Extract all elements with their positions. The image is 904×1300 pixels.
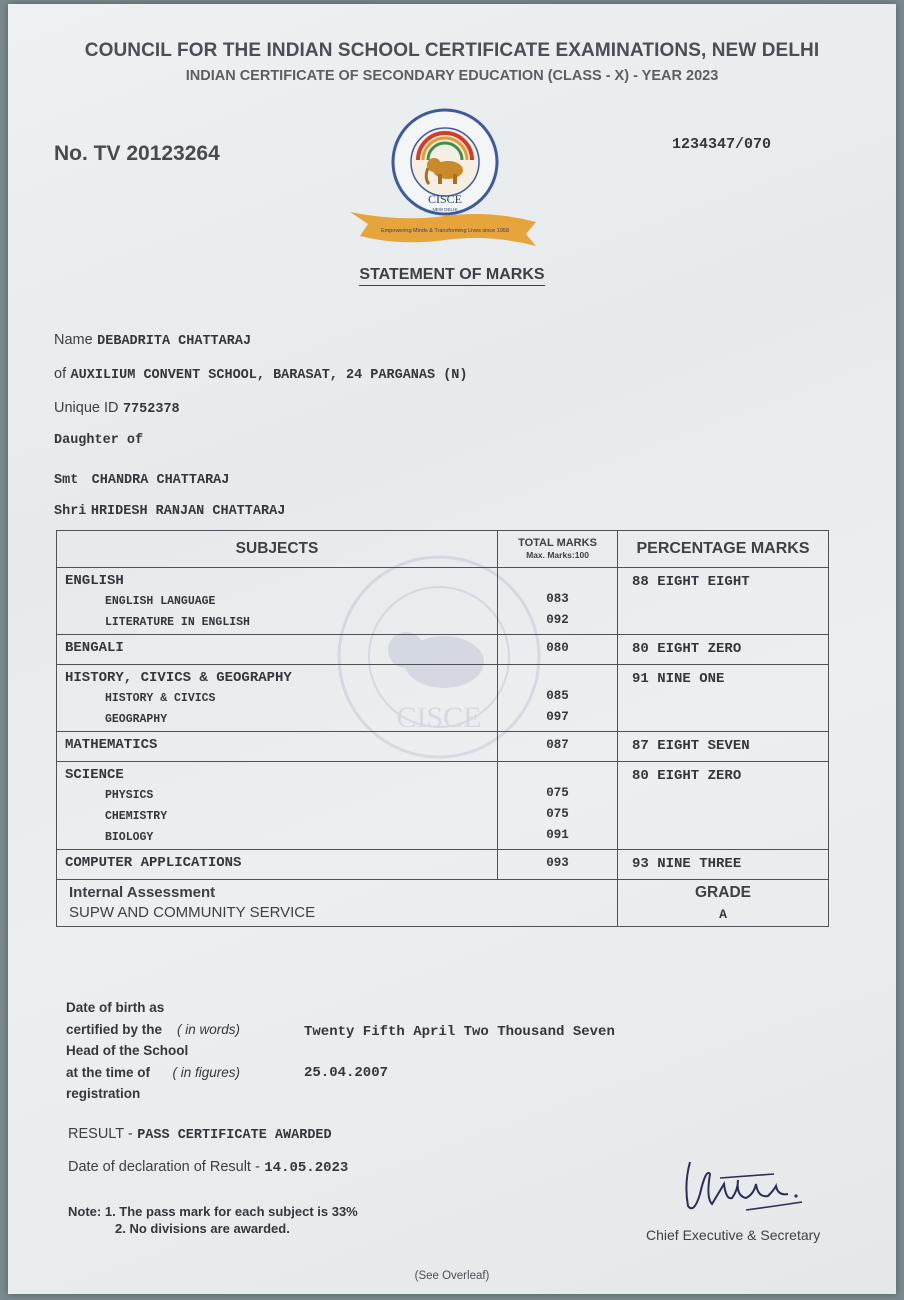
percentage-header: PERCENTAGE MARKS bbox=[618, 531, 829, 568]
subject-name: COMPUTER APPLICATIONS bbox=[65, 855, 242, 871]
svg-text:NEW DELHI: NEW DELHI bbox=[432, 207, 458, 212]
subject-part-name: LITERATURE IN ENGLISH bbox=[105, 616, 250, 629]
marks-cell bbox=[498, 732, 618, 762]
mother-name: CHANDRA CHATTARAJ bbox=[91, 473, 230, 488]
subject-row bbox=[57, 635, 829, 665]
marks-table bbox=[56, 530, 829, 927]
max-marks-note: Max. Marks:100 bbox=[526, 550, 589, 560]
subject-row bbox=[57, 665, 829, 732]
subject-part-name: ENGLISH LANGUAGE bbox=[105, 595, 216, 608]
school-row bbox=[54, 365, 468, 383]
marks-cell bbox=[498, 850, 618, 880]
marks-spacer bbox=[498, 762, 617, 783]
father-row bbox=[54, 501, 285, 519]
subject-cell bbox=[57, 850, 498, 880]
note-line-2: 2. No divisions are awarded. bbox=[115, 1221, 290, 1236]
grade-value: A bbox=[719, 907, 727, 922]
father-title: Shri bbox=[54, 504, 87, 519]
subject-part-marks: 075 bbox=[546, 807, 569, 821]
in-words-label: ( in words) bbox=[177, 1021, 241, 1037]
percentage-cell: 80 EIGHT ZERO bbox=[618, 762, 829, 850]
subject-part-marks: 075 bbox=[546, 786, 569, 800]
subjects-header: SUBJECTS bbox=[57, 531, 498, 568]
father-name: HRIDESH RANJAN CHATTARAJ bbox=[90, 504, 286, 519]
marks-table-header bbox=[57, 531, 829, 568]
declaration-row bbox=[68, 1158, 348, 1176]
signatory-title: Chief Executive & Secretary bbox=[646, 1227, 821, 1243]
subject-cell bbox=[57, 665, 498, 732]
signature-image bbox=[676, 1154, 816, 1224]
dob-in-figures: 25.04.2007 bbox=[304, 1065, 389, 1081]
dob-label-line4 bbox=[66, 1062, 240, 1084]
subject-cell bbox=[57, 762, 498, 850]
subject-part-name: GEOGRAPHY bbox=[105, 713, 168, 726]
result-label: RESULT - bbox=[68, 1126, 133, 1142]
name-label: Name bbox=[54, 332, 93, 348]
dob-time-text: at the time of bbox=[66, 1064, 151, 1080]
unique-id-label: Unique ID bbox=[54, 400, 119, 416]
svg-text:Empowering Minds & Transformin: Empowering Minds & Transforming Lives since 1958 bbox=[380, 228, 510, 234]
marks-cell bbox=[498, 568, 618, 635]
cisce-logo-seal bbox=[340, 108, 550, 256]
declaration-label: Date of declaration of Result - bbox=[68, 1159, 260, 1175]
marks-spacer bbox=[498, 568, 617, 589]
marks-cell bbox=[498, 665, 618, 732]
marks-statement-document bbox=[8, 4, 896, 1294]
school-name: AUXILIUM CONVENT SCHOOL, BARASAT, 24 PARGANAS (N) bbox=[70, 368, 468, 383]
subject-row bbox=[57, 732, 829, 762]
subject-cell bbox=[57, 568, 498, 635]
subject-row bbox=[57, 850, 829, 880]
supw-label: SUPW AND COMMUNITY SERVICE bbox=[69, 904, 316, 921]
mother-title: Smt bbox=[54, 473, 79, 488]
dob-label-block bbox=[66, 997, 240, 1105]
see-overleaf-note: (See Overleaf) bbox=[414, 1270, 490, 1282]
subject-cell bbox=[57, 732, 498, 762]
subject-part-marks: 092 bbox=[546, 613, 569, 627]
exam-subheading: INDIAN CERTIFICATE OF SECONDARY EDUCATION (CLASS - X) - YEAR 2023 bbox=[185, 68, 719, 84]
dob-label-line1: Date of birth as bbox=[66, 1000, 165, 1015]
name-row bbox=[54, 331, 251, 349]
note-label: Note: bbox=[68, 1204, 102, 1219]
subject-name: ENGLISH bbox=[65, 573, 124, 589]
subject-part-name: BIOLOGY bbox=[105, 831, 154, 844]
total-marks-header-label: TOTAL MARKS bbox=[518, 537, 597, 549]
declaration-date: 14.05.2023 bbox=[264, 1160, 349, 1176]
grade-header: GRADE bbox=[695, 884, 751, 901]
subject-part-marks: 083 bbox=[546, 592, 569, 606]
subject-marks: 093 bbox=[546, 856, 569, 870]
council-heading: COUNCIL FOR THE INDIAN SCHOOL CERTIFICATE EXAMINATIONS, NEW DELHI bbox=[84, 40, 820, 61]
grade-cell bbox=[618, 880, 829, 927]
marks-cell bbox=[498, 635, 618, 665]
subject-name: SCIENCE bbox=[65, 767, 124, 783]
dob-label-line3: Head of the School bbox=[66, 1043, 189, 1058]
svg-text:CISCE: CISCE bbox=[396, 701, 482, 734]
subject-name: BENGALI bbox=[65, 640, 124, 656]
internal-assessment-row bbox=[57, 880, 829, 927]
subject-part-name: CHEMISTRY bbox=[105, 810, 168, 823]
marks-table-body bbox=[57, 568, 829, 880]
subject-name: HISTORY, CIVICS & GEOGRAPHY bbox=[65, 670, 292, 686]
in-figures-label: ( in figures) bbox=[172, 1064, 241, 1080]
unique-id-row bbox=[54, 399, 180, 417]
notes-block bbox=[68, 1203, 358, 1237]
unique-id-value: 7752378 bbox=[122, 402, 180, 417]
subject-name: MATHEMATICS bbox=[65, 737, 158, 753]
subject-marks: 087 bbox=[546, 738, 569, 752]
subject-cell bbox=[57, 635, 498, 665]
percentage-cell: 91 NINE ONE bbox=[618, 665, 829, 732]
result-row bbox=[68, 1125, 332, 1143]
total-marks-header bbox=[498, 531, 618, 568]
svg-text:CISCE: CISCE bbox=[427, 192, 463, 206]
dob-label-line5: registration bbox=[66, 1086, 141, 1101]
certificate-number: No. TV 20123264 bbox=[54, 142, 220, 165]
percentage-cell: 88 EIGHT EIGHT bbox=[618, 568, 829, 635]
statement-title: STATEMENT OF MARKS bbox=[8, 266, 896, 284]
subject-part-marks: 085 bbox=[546, 689, 569, 703]
dob-label-line2 bbox=[66, 1019, 240, 1041]
percentage-cell: 80 EIGHT ZERO bbox=[618, 635, 829, 665]
dob-in-words: Twenty Fifth April Two Thousand Seven bbox=[304, 1024, 615, 1040]
candidate-name: DEBADRITA CHATTARAJ bbox=[97, 334, 252, 349]
percentage-cell: 87 EIGHT SEVEN bbox=[618, 732, 829, 762]
percentage-cell: 93 NINE THREE bbox=[618, 850, 829, 880]
subject-part-name: PHYSICS bbox=[105, 789, 154, 802]
subject-part-marks: 091 bbox=[546, 828, 569, 842]
note-line-1 bbox=[68, 1203, 358, 1220]
subject-row bbox=[57, 568, 829, 635]
subject-marks: 080 bbox=[546, 641, 569, 655]
note-item-1: 1. The pass mark for each subject is 33% bbox=[104, 1204, 358, 1219]
dob-certified-text: certified by the bbox=[66, 1021, 163, 1037]
mother-row bbox=[54, 470, 229, 488]
subject-part-marks: 097 bbox=[546, 710, 569, 724]
subject-row bbox=[57, 762, 829, 850]
marks-spacer bbox=[498, 665, 617, 686]
internal-assessment-title: Internal Assessment bbox=[69, 884, 216, 901]
result-value: PASS CERTIFICATE AWARDED bbox=[137, 1128, 332, 1143]
internal-assessment-cell bbox=[57, 880, 618, 927]
marks-cell bbox=[498, 762, 618, 850]
daughter-of-label: Daughter of bbox=[54, 433, 144, 448]
school-label: of bbox=[54, 366, 67, 382]
subject-part-name: HISTORY & CIVICS bbox=[105, 692, 216, 705]
serial-number: 1234347/070 bbox=[672, 136, 772, 153]
